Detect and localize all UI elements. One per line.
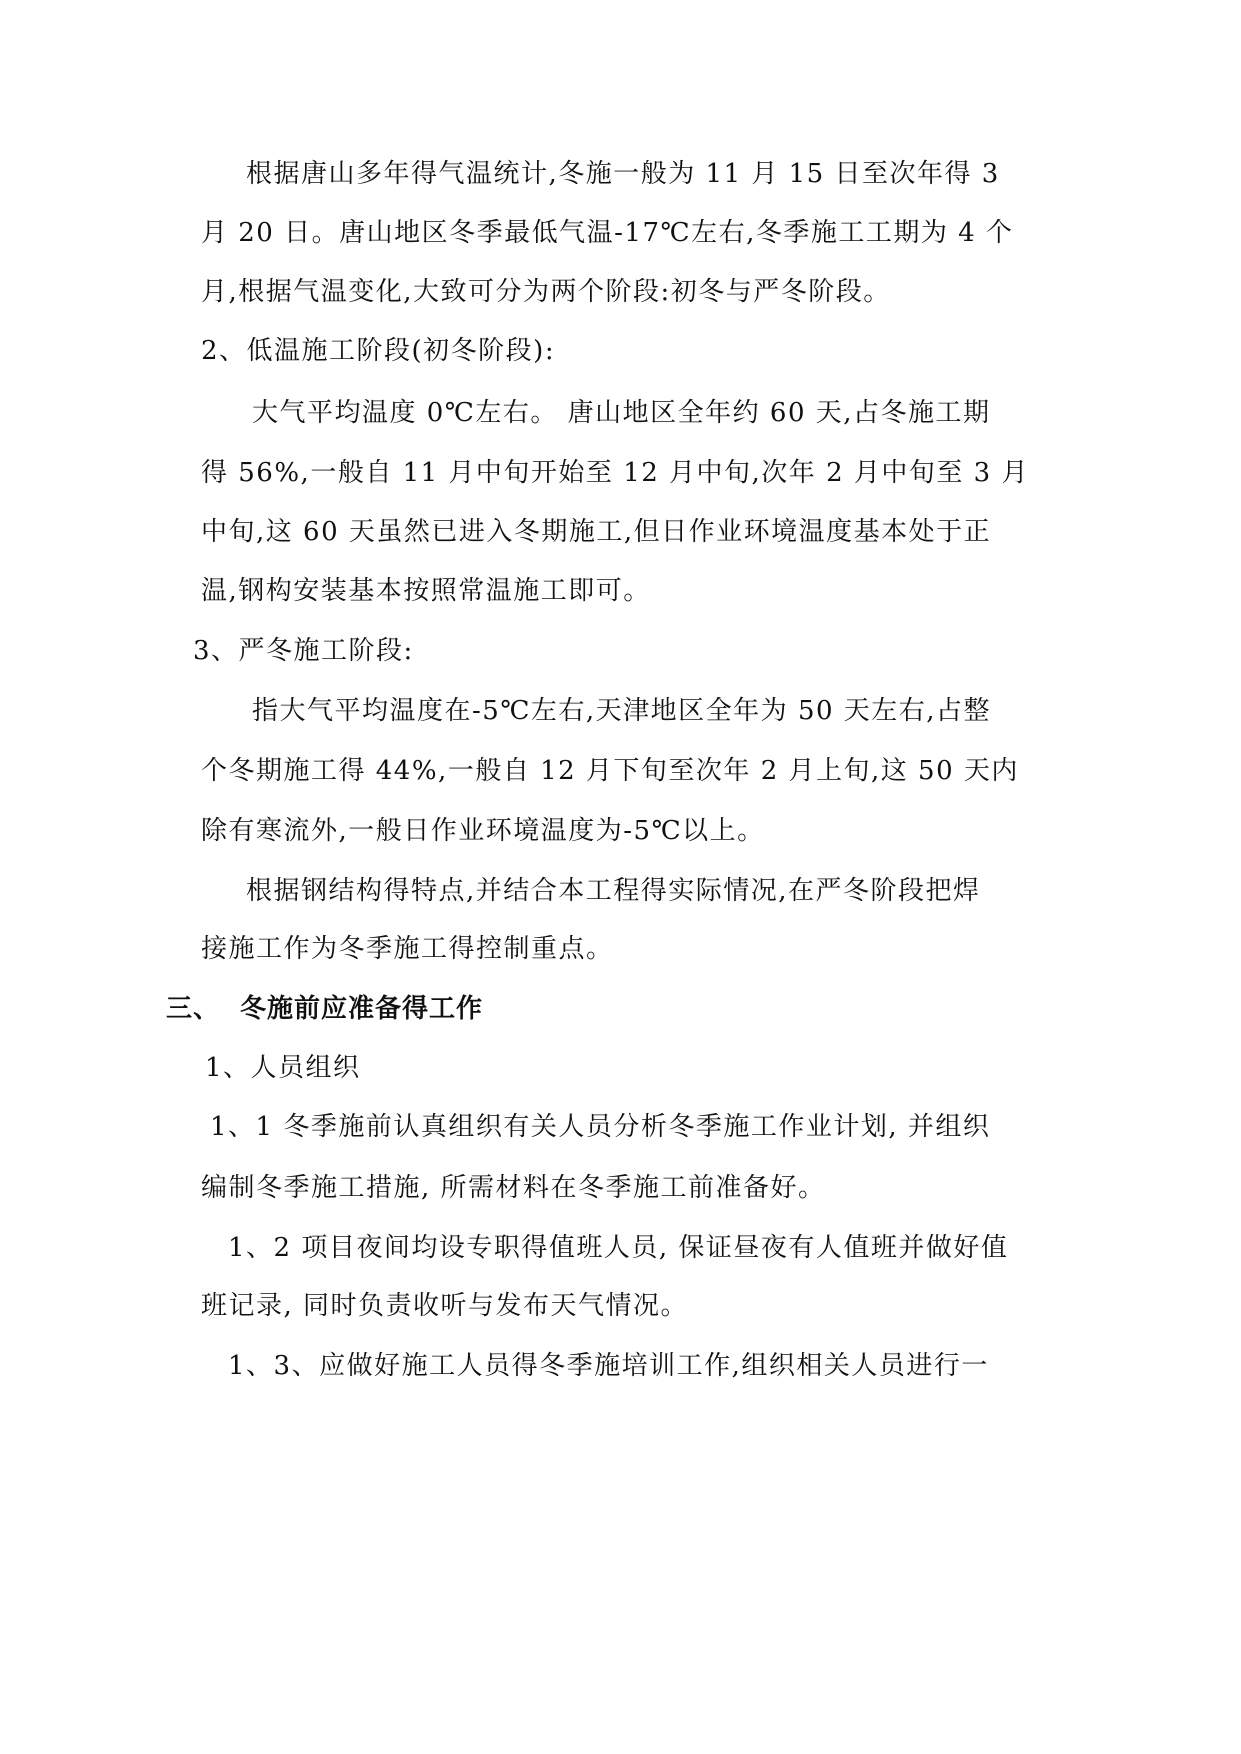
- section-number: 三、: [166, 994, 221, 1024]
- paragraph-line: 1、1 冬季施前认真组织有关人员分析冬季施工作业计划, 并组织: [210, 1112, 991, 1142]
- paragraph-line: 编制冬季施工措施, 所需材料在冬季施工前准备好。: [201, 1173, 826, 1203]
- paragraph-line: 个冬期施工得 44%,一般自 12 月下旬至次年 2 月上旬,这 50 天内: [201, 756, 1019, 786]
- paragraph-line: 接施工作为冬季施工得控制重点。: [201, 934, 614, 964]
- paragraph-line: 指大气平均温度在-5℃左右,天津地区全年为 50 天左右,占整: [252, 696, 992, 726]
- paragraph-line: 除有寒流外,一般日作业环境温度为-5℃以上。: [201, 816, 765, 846]
- paragraph-line: 中旬,这 60 天虽然已进入冬期施工,但日作业环境温度基本处于正: [201, 517, 992, 547]
- paragraph-line: 班记录, 同时负责收听与发布天气情况。: [201, 1291, 689, 1321]
- paragraph-line: 温,钢构安装基本按照常温施工即可。: [201, 576, 651, 606]
- paragraph-line: 根据唐山多年得气温统计,冬施一般为 11 月 15 日至次年得 3: [246, 159, 1000, 189]
- paragraph-line: 得 56%,一般自 11 月中旬开始至 12 月中旬,次年 2 月中旬至 3 月: [201, 458, 1029, 488]
- subsection-heading: 1、人员组织: [205, 1053, 361, 1083]
- paragraph-line: 月 20 日。唐山地区冬季最低气温-17℃左右,冬季施工工期为 4 个: [201, 218, 1014, 248]
- paragraph-line: 大气平均温度 0℃左右。 唐山地区全年约 60 天,占冬施工期: [252, 398, 991, 428]
- paragraph-line: 月,根据气温变化,大致可分为两个阶段:初冬与严冬阶段。: [201, 277, 891, 307]
- subsection-heading: 2、低温施工阶段(初冬阶段):: [201, 336, 556, 366]
- subsection-heading: 3、严冬施工阶段:: [193, 636, 414, 666]
- paragraph-line: 1、2 项目夜间均设专职得值班人员, 保证昼夜有人值班并做好值: [228, 1233, 1009, 1263]
- paragraph-line: 1、3、应做好施工人员得冬季施培训工作,组织相关人员进行一: [228, 1351, 989, 1381]
- paragraph-line: 根据钢结构得特点,并结合本工程得实际情况,在严冬阶段把焊: [246, 876, 981, 906]
- section-title: 冬施前应准备得工作: [240, 994, 484, 1024]
- section-heading: [166, 992, 483, 1026]
